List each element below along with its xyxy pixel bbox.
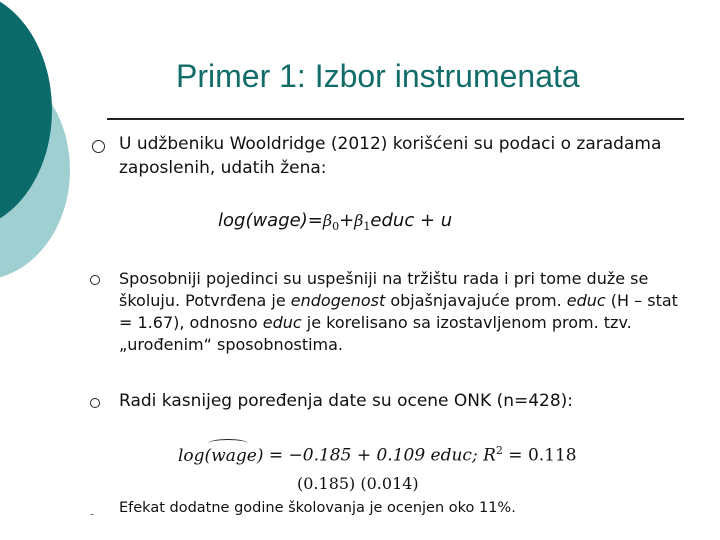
standard-errors: (0.185) (0.014) <box>297 474 419 493</box>
bullet-dash: - <box>90 507 95 521</box>
title-divider <box>107 118 684 120</box>
equation-hat-lhs: log(wage) <box>178 446 263 466</box>
bullet-circle-icon <box>90 398 100 408</box>
beta-1: $\beta_1$ <box>354 211 371 234</box>
hat-accent <box>208 439 248 448</box>
equation-model <box>218 210 452 233</box>
equation-plus: + <box>339 210 355 231</box>
bullet-text-3: Radi kasnijeg poređenja date su ocene ONK (n=428): <box>119 391 574 411</box>
equation-rest: educ + u <box>370 210 453 231</box>
equation-lhs: log(wage)= <box>218 210 323 231</box>
bullet-text-1: U udžbeniku Wooldridge (2012) korišćeni su podaci o zaradama zaposlenih, udatih žena: <box>119 134 662 178</box>
equation-ols-estimate: log(wage) = −0.185 + 0.109 educ; $R^2 = 0.118$ <box>178 444 577 466</box>
bullet-circle-icon <box>92 140 105 153</box>
bullet-circle-icon <box>90 275 100 285</box>
bullet-text-2: Sposobniji pojedinci su uspešniji na tržištu rada i pri tome duže se školuju. Potvrđena je endogenost objašnjavajuće prom. educ (H – stat = 1.67), odnosno educ je korelisano sa izostavljenom prom. tzv. „urođenim“ sposobnostima. <box>119 269 678 354</box>
beta-0: $\beta_0$ <box>322 211 340 234</box>
slide-title: Primer 1: Izbor instrumenata <box>176 58 580 94</box>
bullet-text-4: Efekat dodatne godine školovanja je ocenjen oko 11%. <box>119 500 516 516</box>
